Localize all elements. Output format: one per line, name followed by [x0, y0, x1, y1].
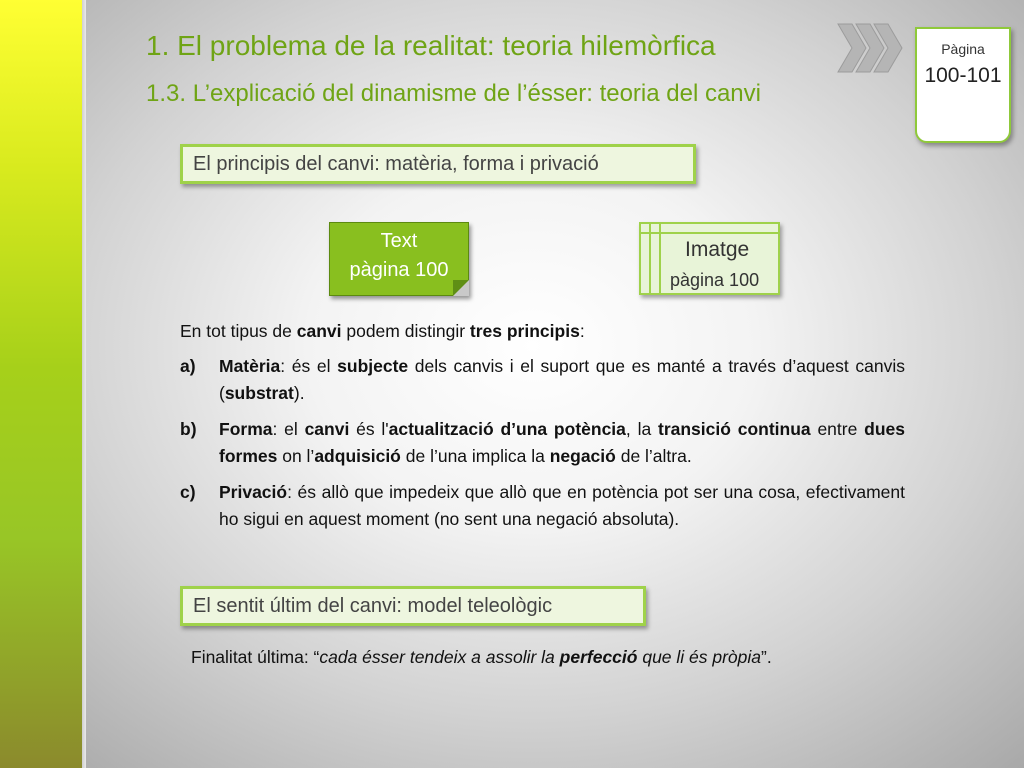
principles-list — [180, 353, 905, 542]
finalitat-quote: cada ésser tendeix a assolir la — [319, 647, 560, 667]
section-heading-principis — [180, 144, 696, 184]
slide-subtitle: 1.3. L’explicació del dinamisme de l’ésser: teoria del canvi — [146, 80, 761, 107]
slide-title: 1. El problema de la realitat: teoria hilemòrfica — [146, 30, 716, 61]
image-frame-icon — [649, 224, 651, 293]
item-text: ). — [293, 383, 305, 403]
section-heading-teleologic-text: El sentit últim del canvi: model teleològic — [193, 595, 553, 617]
finalitat-label: Finalitat última: “ — [191, 647, 320, 667]
item-bold: adquisició — [314, 446, 401, 466]
item-bold: dues formes — [219, 419, 905, 466]
item-text: de l’una implica la — [400, 446, 550, 466]
intro-text: podem distingir — [341, 321, 470, 341]
page-number: 100-101 — [924, 64, 1002, 87]
item-bold: actualització d’una potència — [388, 419, 626, 439]
page-reference-box — [915, 27, 1011, 143]
document-icon — [453, 280, 469, 296]
image-button-line2: pàgina 100 — [670, 270, 760, 290]
term-bold: Forma — [219, 419, 273, 439]
item-text: de l’altra. — [615, 446, 692, 466]
image-frame-line — [659, 224, 661, 293]
image-frame-line — [641, 232, 778, 234]
list-marker: b) — [180, 419, 197, 439]
finalitat-paragraph — [191, 647, 772, 668]
text-button-line1: Text — [380, 230, 418, 252]
item-text: : el — [272, 419, 305, 439]
page-label: Pàgina — [941, 41, 985, 57]
term-bold: Matèria — [219, 356, 281, 376]
section-heading-principis-text: El principis del canvi: matèria, forma i privació — [193, 153, 599, 175]
list-marker: a) — [180, 356, 196, 376]
item-text: entre — [810, 419, 865, 439]
item-bold: negació — [549, 446, 616, 466]
text-button-line2: pàgina 100 — [349, 259, 449, 281]
intro-bold-canvi: canvi — [296, 321, 342, 341]
finalitat-quote: que li és pròpia — [637, 647, 762, 667]
intro-bold-tres: tres principis — [469, 321, 580, 341]
text-page-button[interactable] — [329, 222, 469, 296]
chevron-right-icon — [836, 20, 916, 76]
item-bold: transició continua — [658, 419, 811, 439]
item-text: on l’ — [277, 446, 315, 466]
item-text: : és allò que impedeix que allò que en potència pot ser una cosa, efectivament ho sigui en aquest moment (no sent una negació absoluta). — [219, 482, 905, 529]
section-heading-teleologic — [180, 586, 646, 626]
intro-text: En tot tipus de — [180, 321, 297, 341]
finalitat-end: ”. — [761, 647, 772, 667]
list-item-forma — [180, 416, 905, 470]
green-sidebar — [0, 0, 82, 768]
item-text: , la — [625, 419, 658, 439]
term-bold: Privació — [219, 482, 288, 502]
sidebar-divider — [82, 0, 86, 768]
item-text: dels canvis i el suport que es manté a través d’aquest canvis ( — [219, 356, 905, 403]
item-text: : és el — [280, 356, 338, 376]
image-page-button[interactable] — [639, 222, 780, 295]
intro-paragraph — [180, 318, 905, 345]
image-button-line1: Imatge — [685, 238, 750, 261]
chevron-right-icon — [838, 24, 902, 72]
list-item-materia — [180, 353, 905, 407]
item-bold: canvi — [304, 419, 350, 439]
item-bold: substrat — [224, 383, 294, 403]
finalitat-bold: perfecció — [559, 647, 638, 667]
list-item-privacio — [180, 479, 905, 533]
item-text: és l' — [349, 419, 389, 439]
list-marker: c) — [180, 482, 196, 502]
intro-text: : — [579, 321, 585, 341]
item-bold: subjecte — [337, 356, 409, 376]
